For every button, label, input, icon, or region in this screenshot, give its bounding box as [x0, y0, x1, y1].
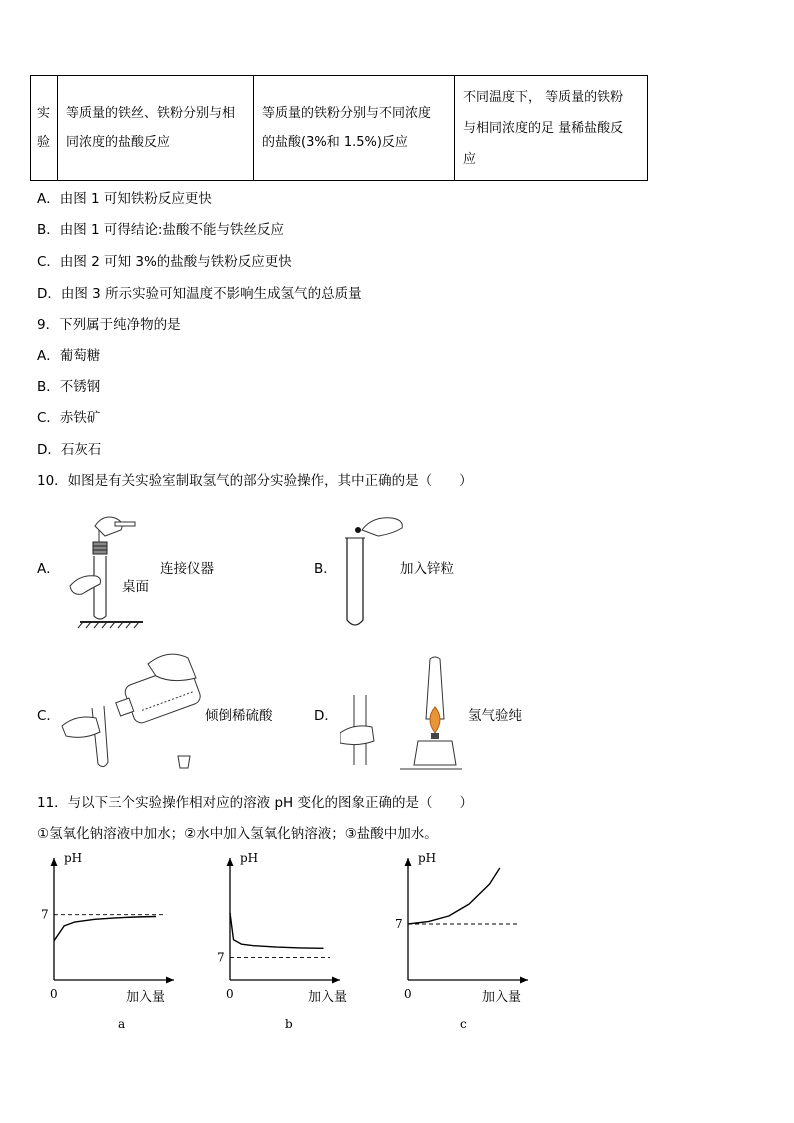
q8-option-c: C．由图 2 可知 3%的盐酸与铁粉反应更快	[37, 254, 292, 270]
q10-option-c-letter: C．	[37, 708, 60, 724]
q11-stem: 11．与以下三个实验操作相对应的溶液 pH 变化的图象正确的是（ ）	[37, 795, 473, 811]
table-cell-fig2	[254, 76, 455, 181]
x-arrow	[332, 977, 340, 984]
cell-line: 不同温度下， 等质量的铁粉	[463, 89, 624, 105]
y-axis-label: pH	[418, 851, 437, 865]
q10-option-a-caption: 连接仪器	[160, 561, 214, 577]
chart-caption: c	[460, 1017, 467, 1031]
table-cell-header	[31, 76, 58, 181]
table-row	[31, 76, 648, 181]
q8-option-d: D．由图 3 所示实验可知温度不影响生成氢气的总质量	[37, 286, 362, 302]
hydrogen-test-figure	[340, 655, 465, 773]
q9-option-d: D．石灰石	[37, 442, 102, 458]
q8-option-b: B．由图 1 可得结论:盐酸不能与铁丝反应	[37, 222, 284, 238]
table-cell-fig3	[455, 76, 648, 181]
q10-option-b-caption: 加入锌粒	[400, 561, 454, 577]
cell-line: 实	[37, 106, 51, 121]
cell-line: 验	[37, 135, 51, 150]
y-axis-label: pH	[240, 851, 259, 865]
table-cell-fig1	[58, 76, 254, 181]
ref-tick-label: 7	[217, 950, 225, 965]
origin-label: 0	[404, 987, 412, 1001]
q9-option-b: B．不锈钢	[37, 379, 101, 395]
chart-c	[392, 848, 542, 1036]
y-arrow	[227, 858, 234, 866]
q10-option-a-letter: A．	[37, 561, 60, 577]
q10-option-c-caption: 倾倒稀硫酸	[205, 708, 273, 724]
series-line	[230, 913, 324, 949]
ref-tick-label: 7	[395, 917, 403, 931]
chart-caption: a	[118, 1017, 126, 1031]
q10-option-d-caption: 氢气验纯	[468, 708, 522, 724]
origin-label: 0	[50, 987, 58, 1001]
q9-stem: 9．下列属于纯净物的是	[37, 317, 181, 333]
q8-option-a: A．由图 1 可知铁粉反应更快	[37, 191, 212, 207]
x-axis-label: 加入量	[126, 990, 166, 1005]
pour-acid-figure	[58, 646, 208, 776]
q9-option-a: A．葡萄糖	[37, 348, 101, 364]
q9-option-c: C．赤铁矿	[37, 410, 101, 426]
experiment-table	[30, 75, 648, 181]
q10-stem: 10．如图是有关实验室制取氢气的部分实验操作，其中正确的是（ ）	[37, 473, 473, 489]
q11-subtext: ①氢氧化钠溶液中加水；②水中加入氢氧化钠溶液；③盐酸中加水。	[37, 826, 438, 842]
cell-line: 同浓度的盐酸反应	[66, 135, 171, 150]
cell-line: 与相同浓度的足 量稀盐酸反	[463, 120, 624, 136]
chart-b	[212, 848, 362, 1036]
x-axis-label: 加入量	[482, 990, 522, 1005]
q10-option-d-letter: D．	[314, 708, 338, 724]
x-arrow	[520, 977, 528, 984]
x-arrow	[166, 977, 174, 984]
y-axis-label: pH	[64, 851, 83, 865]
cell-line: 等质量的铁丝、铁粉分别与相	[66, 106, 236, 121]
cell-line: 应	[463, 151, 477, 167]
connect-apparatus-figure	[65, 508, 150, 633]
cell-line: 等质量的铁粉分别与不同浓度	[262, 106, 432, 121]
series-line	[408, 868, 500, 924]
ref-tick-label: 7	[41, 907, 49, 922]
desk-label: 桌面	[122, 579, 149, 595]
origin-label: 0	[226, 987, 234, 1001]
y-arrow	[51, 858, 58, 866]
x-axis-label: 加入量	[308, 990, 348, 1005]
cell-line: 的盐酸(3%和 1.5%)反应	[262, 135, 408, 150]
series-line	[54, 917, 156, 941]
chart-caption: b	[285, 1017, 293, 1031]
y-arrow	[405, 858, 412, 866]
chart-a	[40, 848, 190, 1036]
q10-option-b-letter: B．	[314, 561, 337, 577]
